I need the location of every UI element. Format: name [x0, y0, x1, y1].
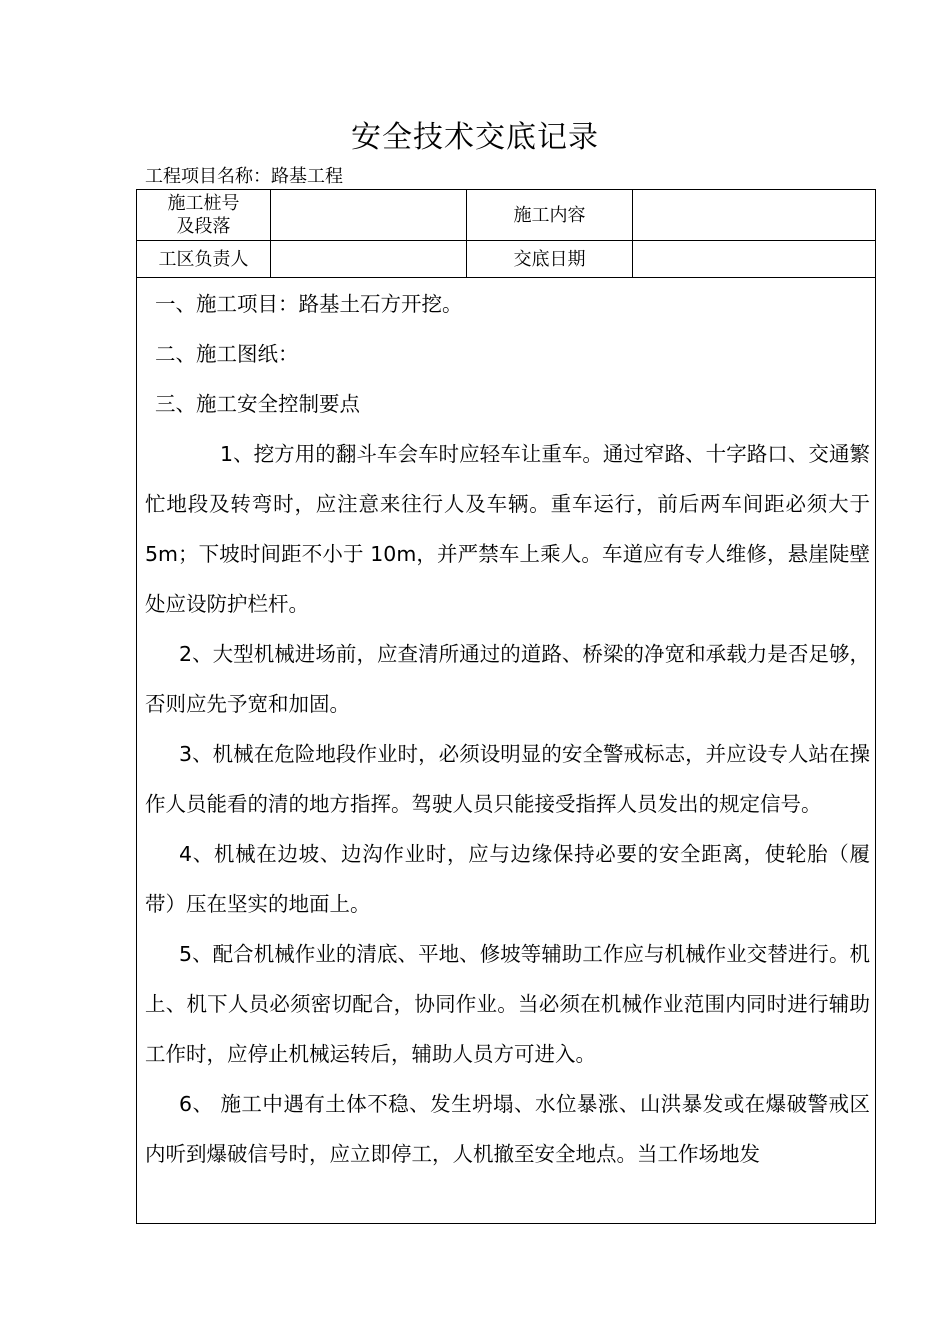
safety-item-2: 2、大型机械进场前，应查清所通过的道路、桥梁的净宽和承载力是否足够，否则应先予宽和加固。 [145, 642, 870, 716]
station-label-cell: 施工桩号 及段落 [167, 193, 240, 237]
safety-item-5: 5、配合机械作业的清底、平地、修坡等辅助工作应与机械作业交替进行。机上、机下人员必须密切配合，协同作业。当必须在机械作业范围内同时进行辅助工作时，应停止机械运转后，辅助人员方可进入。 [145, 942, 870, 1066]
section-safety-control-points: 三、施工安全控制要点 [155, 392, 360, 416]
section-construction-drawings: 二、施工图纸： [155, 342, 299, 366]
safety-item-3: 3、机械在危险地段作业时，必须设明显的安全警戒标志，并应设专人站在操作人员能看的清的地方指挥。驾驶人员只能接受指挥人员发出的规定信号。 [145, 742, 870, 816]
manager-label-cell: 工区负责人 [158, 248, 249, 270]
document-title: 安全技术交底记录 [351, 120, 599, 155]
row-divider [137, 277, 875, 278]
safety-item-6: 6、 施工中遇有土体不稳、发生坍塌、水位暴涨、山洪暴发或在爆破警戒区内听到爆破信号时，应立即停工，人机撤至安全地点。当工作场地发 [145, 1092, 870, 1166]
disclosure-table [136, 189, 876, 1224]
date-label-cell: 交底日期 [513, 248, 586, 270]
content-value-cell[interactable] [633, 190, 875, 240]
station-value-cell[interactable] [271, 190, 466, 240]
safety-item-4: 4、机械在边坡、边沟作业时，应与边缘保持必要的安全距离，使轮胎（履带）压在坚实的地面上。 [145, 842, 870, 916]
content-label-cell: 施工内容 [513, 204, 586, 226]
project-name-line: 工程项目名称：路基工程 [145, 166, 343, 187]
safety-item-1: 1、挖方用的翻斗车会车时应轻车让重车。通过窄路、十字路口、交通繁忙地段及转弯时，应注意来往行人及车辆。重车运行，前后两车间距必须大于 5m；下坡时间距不小于 10m，并严禁车上乘人。车道应有专人维修，悬崖陡壁处应设防护栏杆。 [145, 442, 870, 616]
manager-value-cell[interactable] [271, 241, 466, 277]
date-value-cell[interactable] [633, 241, 875, 277]
section-construction-item: 一、施工项目：路基土石方开挖。 [155, 292, 463, 316]
disclosure-content [145, 279, 870, 1179]
